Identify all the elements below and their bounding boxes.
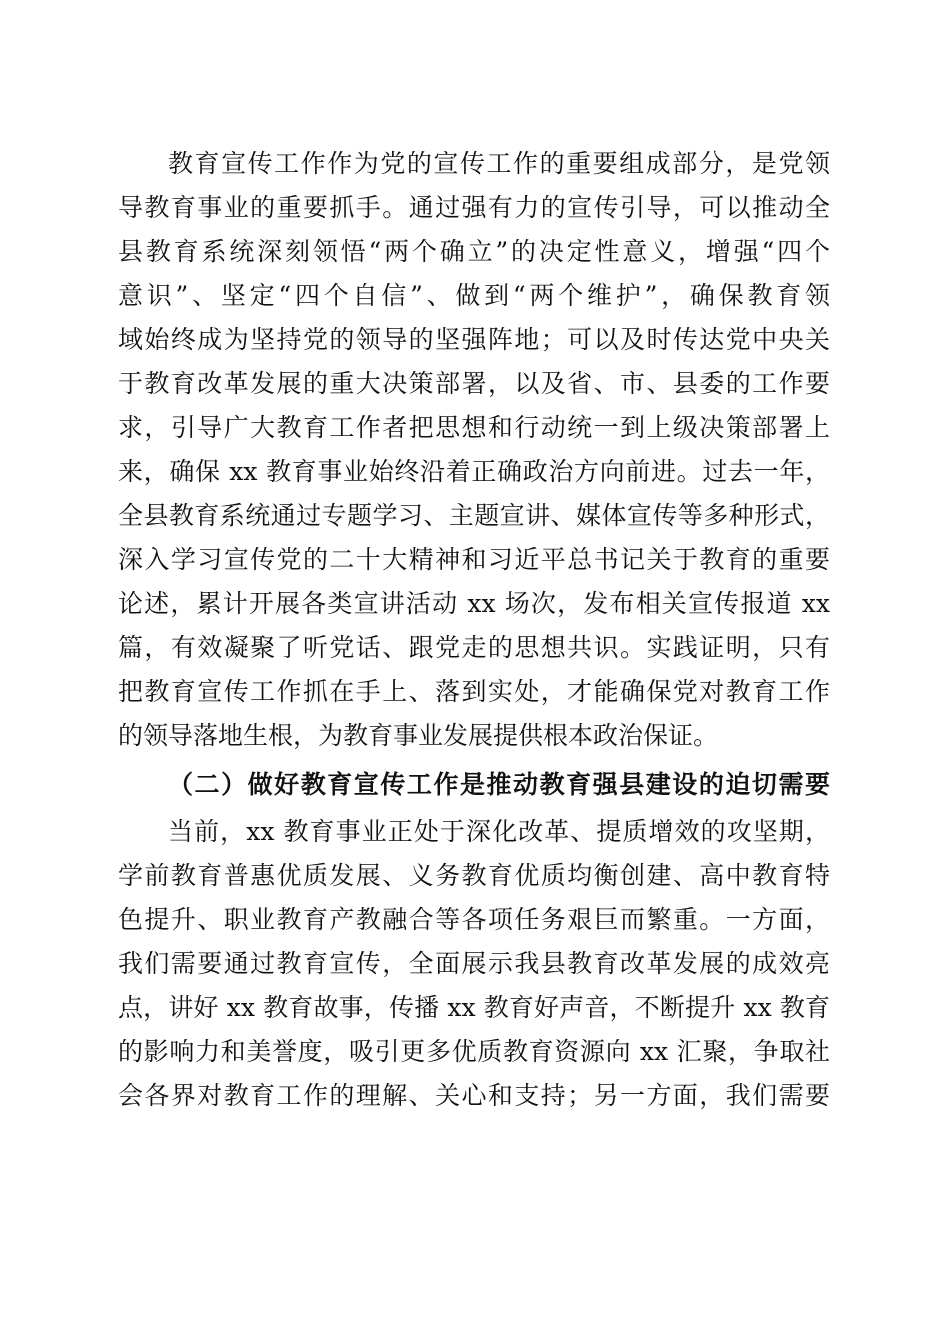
text-line: 色提升、职业教育产教融合等各项任务艰巨而繁重。一方面， (118, 905, 830, 934)
text-line: 域始终成为坚持党的领导的坚强阵地；可以及时传达党中央关 (118, 325, 830, 354)
text-line: 来，确保 xx 教育事业始终沿着正确政治方向前进。过去一年， (118, 457, 830, 486)
text-line: 县教育系统深刻领悟“两个确立”的决定性意义，增强“四个 (118, 237, 830, 266)
text-line: 导教育事业的重要抓手。通过强有力的宣传引导，可以推动全 (118, 193, 830, 222)
text-line: 学前教育普惠优质发展、义务教育优质均衡创建、高中教育特 (118, 861, 830, 890)
text-line: 篇，有效凝聚了听党话、跟党走的思想共识。实践证明，只有 (118, 633, 830, 662)
text-line: 点，讲好 xx 教育故事，传播 xx 教育好声音，不断提升 xx 教育 (118, 993, 830, 1022)
text-line: 当前，xx 教育事业正处于深化改革、提质增效的攻坚期， (168, 817, 830, 846)
text-line: 意识”、坚定“四个自信”、做到“两个维护”，确保教育领 (118, 281, 830, 310)
text-line: 的领导落地生根，为教育事业发展提供根本政治保证。 (118, 721, 719, 750)
text-line: 我们需要通过教育宣传，全面展示我县教育改革发展的成效亮 (118, 949, 830, 978)
text-line: 会各界对教育工作的理解、关心和支持；另一方面，我们需要 (118, 1081, 830, 1110)
text-line: 论述，累计开展各类宣讲活动 xx 场次，发布相关宣传报道 xx (118, 589, 830, 618)
text-line: 把教育宣传工作抓在手上、落到实处，才能确保党对教育工作 (118, 677, 830, 706)
text-line: 于教育改革发展的重大决策部署，以及省、市、县委的工作要 (118, 369, 830, 398)
text-line: 深入学习宣传党的二十大精神和习近平总书记关于教育的重要 (118, 545, 830, 574)
text-line: 全县教育系统通过专题学习、主题宣讲、媒体宣传等多种形式， (118, 501, 830, 530)
text-line: 求，引导广大教育工作者把思想和行动统一到上级决策部署上 (118, 413, 830, 442)
text-line: 教育宣传工作作为党的宣传工作的重要组成部分，是党领 (168, 149, 830, 178)
section-heading: （二）做好教育宣传工作是推动教育强县建设的迫切需要 (168, 770, 830, 799)
text-line: 的影响力和美誉度，吸引更多优质教育资源向 xx 汇聚，争取社 (118, 1037, 830, 1066)
